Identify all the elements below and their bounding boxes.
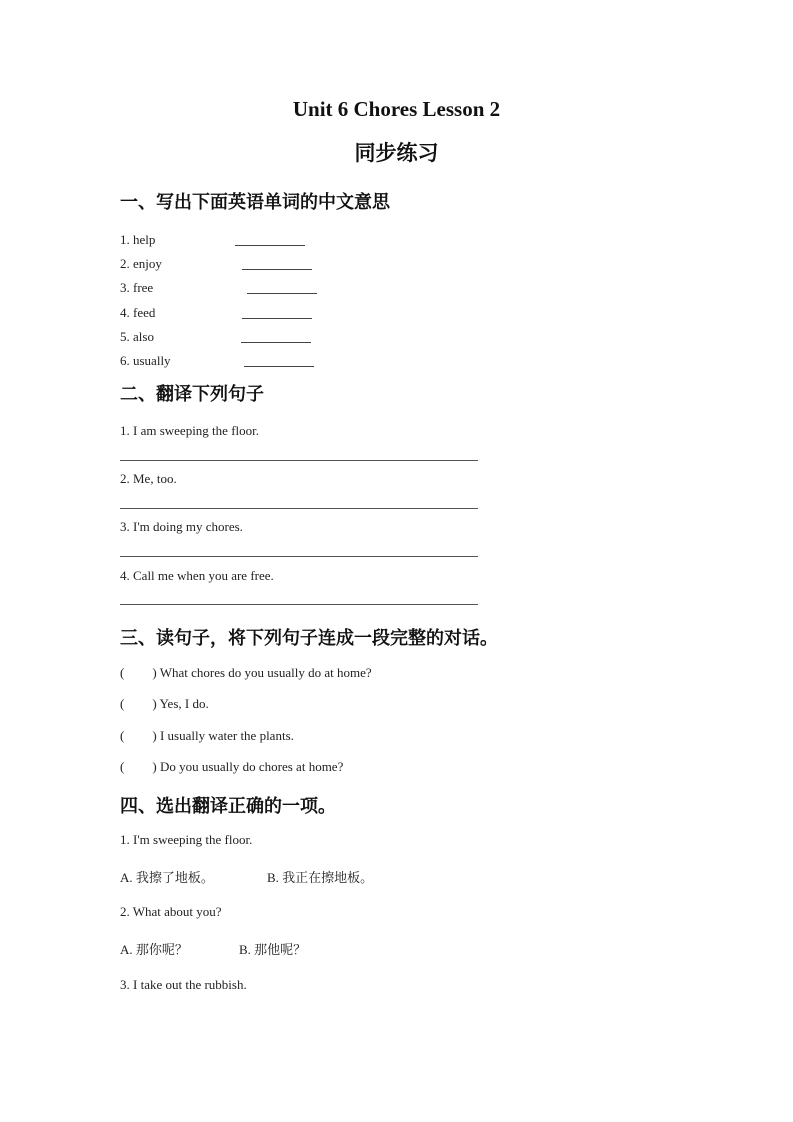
dialogue-text: Yes, I do. xyxy=(159,696,209,711)
dialogue-item-2 xyxy=(120,696,209,712)
word-item-5: 5. also xyxy=(120,329,154,344)
option-letter: B. xyxy=(267,870,279,885)
translate-item-3: 3. I'm doing my chores. xyxy=(120,519,243,534)
section1-heading: 一、写出下面英语单词的中文意思 xyxy=(120,192,390,213)
dialogue-text: Do you usually do chores at home? xyxy=(159,759,344,774)
order-paren-open[interactable]: ( xyxy=(120,728,125,743)
option-text: 那他呢？ xyxy=(254,943,307,958)
dialogue-text: I usually water the plants. xyxy=(159,728,294,743)
word-answer-blank-3[interactable] xyxy=(247,293,317,294)
choice-question-2: 2. What about you? xyxy=(120,904,222,919)
dialogue-item-4 xyxy=(120,759,343,775)
order-paren-open[interactable]: ( xyxy=(120,759,125,774)
translate-answer-line-4[interactable] xyxy=(120,604,478,605)
word-answer-blank-4[interactable] xyxy=(242,318,312,319)
word-item-4: 4. feed xyxy=(120,305,156,320)
word-answer-blank-5[interactable] xyxy=(241,342,311,343)
choice-option-b-1[interactable] xyxy=(267,867,373,886)
document-title: Unit 6 Chores Lesson 2 xyxy=(292,97,501,121)
translate-answer-line-2[interactable] xyxy=(120,508,478,509)
word-answer-blank-2[interactable] xyxy=(242,269,312,270)
option-text: 我正在擦地板。 xyxy=(282,871,374,886)
section4-heading: 四、选出翻译正确的一项。 xyxy=(120,796,336,817)
choice-question-3: 3. I take out the rubbish. xyxy=(120,977,247,992)
word-item-6: 6. usually xyxy=(120,353,171,368)
section3-heading: 三、读句子，将下列句子连成一段完整的对话。 xyxy=(120,628,498,649)
document-subtitle: 同步练习 xyxy=(354,141,439,165)
order-paren-close[interactable]: ) xyxy=(152,759,157,774)
option-letter: A. xyxy=(120,870,133,885)
order-paren-open[interactable]: ( xyxy=(120,665,125,680)
order-paren-close[interactable]: ) xyxy=(152,728,157,743)
translate-answer-line-3[interactable] xyxy=(120,556,478,557)
choice-option-a-1[interactable] xyxy=(120,867,214,886)
translate-answer-line-1[interactable] xyxy=(120,460,478,461)
dialogue-item-1 xyxy=(120,665,372,681)
order-paren-close[interactable]: ) xyxy=(152,696,157,711)
dialogue-text: What chores do you usually do at home? xyxy=(159,665,372,680)
word-item-1: 1. help xyxy=(120,232,156,247)
choice-question-1: 1. I'm sweeping the floor. xyxy=(120,832,253,847)
word-answer-blank-1[interactable] xyxy=(235,245,305,246)
option-letter: A. xyxy=(120,942,133,957)
translate-item-1: 1. I am sweeping the floor. xyxy=(120,423,259,438)
word-item-3: 3. free xyxy=(120,280,154,295)
order-paren-open[interactable]: ( xyxy=(120,696,125,711)
word-answer-blank-6[interactable] xyxy=(244,366,314,367)
translate-item-4: 4. Call me when you are free. xyxy=(120,568,274,583)
option-letter: B. xyxy=(239,942,251,957)
word-item-2: 2. enjoy xyxy=(120,256,162,271)
choice-option-a-2[interactable] xyxy=(120,939,188,958)
order-paren-close[interactable]: ) xyxy=(152,665,157,680)
section2-heading: 二、翻译下列句子 xyxy=(120,384,264,405)
dialogue-item-3 xyxy=(120,728,294,744)
translate-item-2: 2. Me, too. xyxy=(120,471,177,486)
option-text: 我擦了地板。 xyxy=(135,871,214,886)
choice-option-b-2[interactable] xyxy=(239,939,306,958)
option-text: 那你呢？ xyxy=(135,943,188,958)
